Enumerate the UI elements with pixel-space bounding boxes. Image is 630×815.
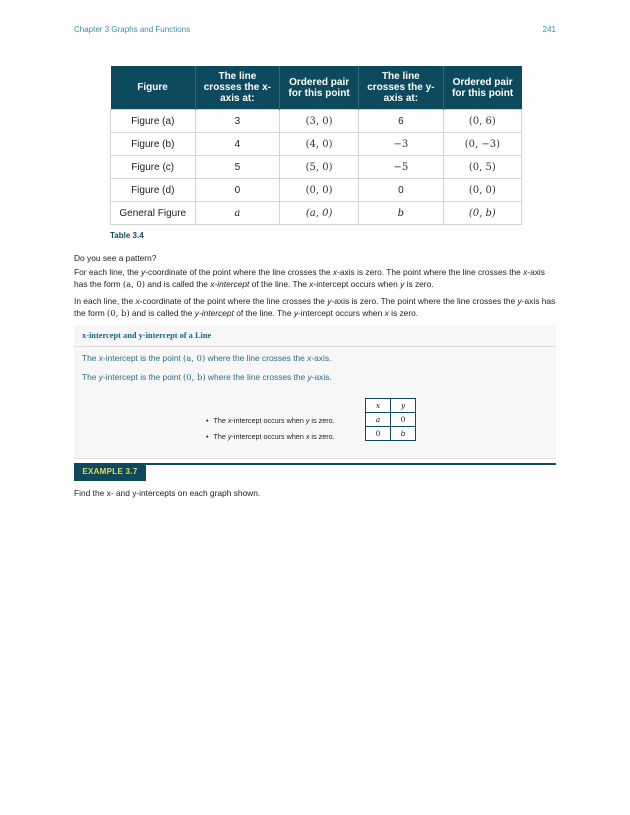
table-cell: −5 [358, 156, 443, 179]
table-row [111, 156, 522, 179]
header-x-cross: The line crosses the x-axis at: [195, 66, 280, 110]
paragraph-x-intercept: For each line, the y-coordinate of the point where the line crosses the x-axis is zero. The point where the line crosses the x-axis has the form (a, 0) and is called the x-intercept of the line. The x-intercept occurs when y is zero. [74, 267, 545, 289]
intercepts-table [110, 66, 522, 225]
table-cell: −3 [358, 133, 443, 156]
paragraph-y-intercept: In each line, the x-coordinate of the point where the line crosses the y-axis is zero. The point where the line crosses the y-axis has the form (0, b) and is called the y-intercept of the line. The y-intercept occurs when x is zero. [74, 296, 556, 318]
table-cell: 0 [391, 413, 416, 427]
table-row [366, 413, 416, 427]
table-row [111, 110, 522, 133]
table-row [111, 179, 522, 202]
table-cell: 4 [195, 133, 280, 156]
list-item: • The y-intercept occurs when x is zero. [206, 429, 335, 445]
xy-table [365, 398, 416, 441]
definition-title: x-intercept and y-intercept of a Line [82, 331, 212, 340]
table-cell: 6 [358, 110, 443, 133]
table-cell: 5 [195, 156, 280, 179]
table-cell: General Figure [111, 202, 196, 225]
intercept-bullets [206, 413, 335, 445]
table-cell: Figure (d) [111, 179, 196, 202]
table-cell: y [391, 399, 416, 413]
table-cell: a [366, 413, 391, 427]
header-y-pair: Ordered pair for this point [443, 66, 521, 110]
table-cell: Figure (b) [111, 133, 196, 156]
table-cell: b [391, 427, 416, 441]
table-row [366, 399, 416, 413]
example-label: EXAMPLE 3.7 [74, 463, 146, 481]
list-item: • The x-intercept occurs when y is zero. [206, 413, 335, 429]
definition-box [74, 325, 556, 459]
divider [74, 346, 556, 347]
table-cell: (0, b) [443, 202, 521, 225]
table-cell: (5, 0) [280, 156, 359, 179]
table-cell: 3 [195, 110, 280, 133]
table-row [111, 202, 522, 225]
table-row [366, 427, 416, 441]
table-caption: Table 3.4 [110, 231, 144, 240]
page-number: 241 [542, 25, 556, 34]
table-cell: Figure (a) [111, 110, 196, 133]
table-cell: (0, 6) [443, 110, 521, 133]
chapter-header: Chapter 3 Graphs and Functions [74, 25, 191, 34]
table-cell: Figure (c) [111, 156, 196, 179]
table-cell: (3, 0) [280, 110, 359, 133]
definition-x-intercept: The x-intercept is the point (a, 0) where the line crosses the x-axis. [82, 353, 332, 363]
table-row [111, 133, 522, 156]
header-y-cross: The line crosses the y-axis at: [358, 66, 443, 110]
table-cell: a [195, 202, 280, 225]
table-cell: b [358, 202, 443, 225]
table-cell: 0 [366, 427, 391, 441]
example-divider [74, 463, 556, 465]
table-header-row [111, 66, 522, 110]
table-cell: (4, 0) [280, 133, 359, 156]
table-cell: (0, 0) [443, 179, 521, 202]
header-figure: Figure [111, 66, 196, 110]
example-prompt: Find the x- and y-intercepts on each graph shown. [74, 488, 261, 498]
table-cell: x [366, 399, 391, 413]
table-cell: (0, 0) [280, 179, 359, 202]
table-cell: (0, −3) [443, 133, 521, 156]
pattern-question: Do you see a pattern? [74, 253, 157, 263]
table-cell: (a, 0) [280, 202, 359, 225]
header-x-pair: Ordered pair for this point [280, 66, 359, 110]
definition-y-intercept: The y-intercept is the point (0, b) where the line crosses the y-axis. [82, 372, 332, 382]
table-cell: 0 [195, 179, 280, 202]
table-cell: 0 [358, 179, 443, 202]
table-cell: (0, 5) [443, 156, 521, 179]
